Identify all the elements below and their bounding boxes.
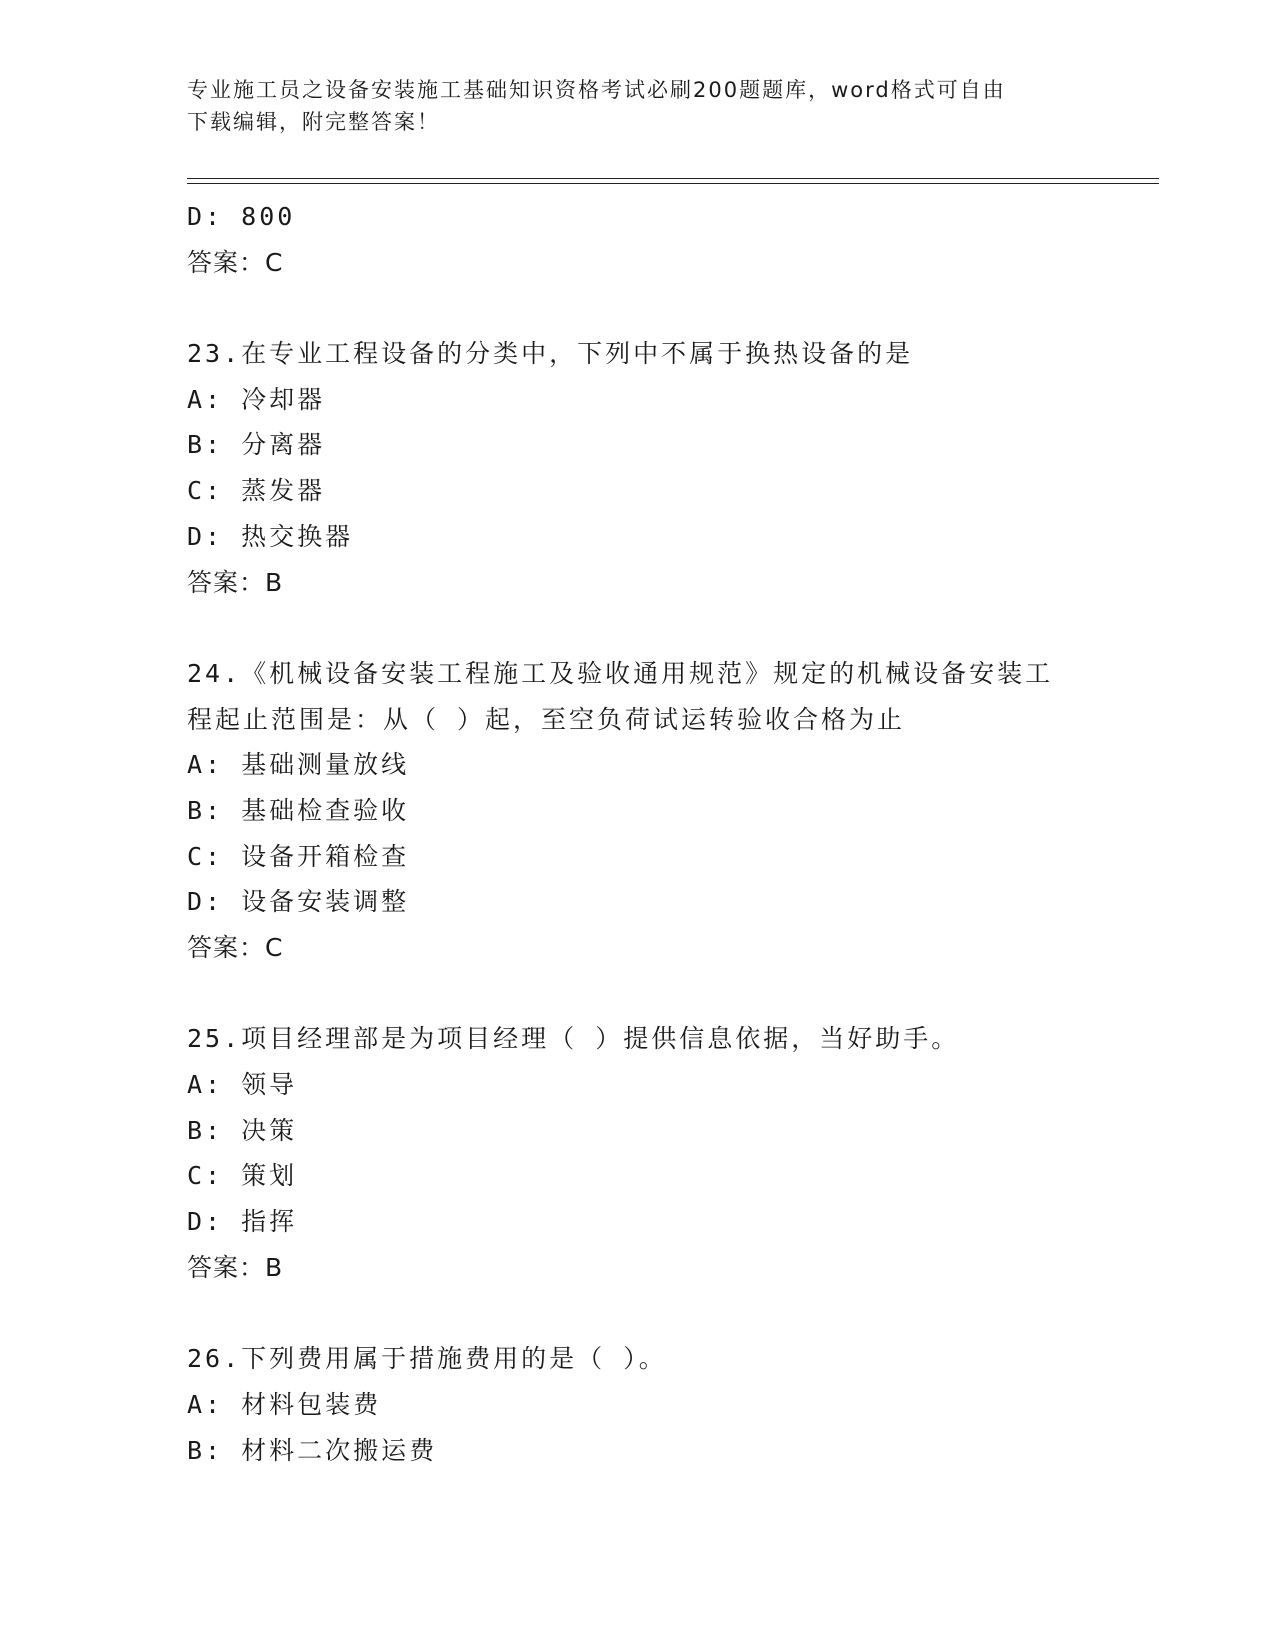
- question-23: [187, 331, 1107, 605]
- spacer: [187, 971, 1107, 1017]
- question-24: [187, 651, 1107, 971]
- header-title-line-2: 下载编辑，附完整答案！: [187, 110, 440, 134]
- question-24-stem-line-2: 程起止范围是：从（ ）起，至空负荷试运转验收合格为止: [187, 704, 906, 734]
- question-23-stem: 23.在专业工程设备的分类中，下列中不属于换热设备的是: [187, 339, 914, 369]
- header-rule-top: [187, 178, 1159, 179]
- question-23-answer: 答案：B: [187, 567, 284, 597]
- question-24-option-a: A: 基础测量放线: [187, 750, 410, 780]
- question-24-answer: 答案：C: [187, 933, 284, 962]
- question-26-stem: 26.下列费用属于措施费用的是（ ）。: [187, 1344, 667, 1374]
- document-header: [187, 74, 1087, 138]
- question-23-option-a: A: 冷却器: [187, 384, 326, 414]
- question-25: [187, 1016, 1107, 1290]
- question-25-option-d: D: 指挥: [187, 1207, 298, 1237]
- question-25-answer: 答案：B: [187, 1252, 284, 1282]
- header-title-line-1: 专业施工员之设备安装施工基础知识资格考试必刷200题题库，word格式可自由: [187, 78, 1006, 102]
- header-rule-bottom: [187, 183, 1159, 184]
- question-24-option-c: C: 设备开箱检查: [187, 841, 410, 871]
- question-25-option-a: A: 领导: [187, 1070, 298, 1100]
- spacer: [187, 605, 1107, 651]
- option-d-prev: D: 800: [187, 202, 296, 231]
- question-25-option-c: C: 策划: [187, 1161, 298, 1191]
- document-body: [187, 194, 1107, 1473]
- question-25-stem: 25.项目经理部是为项目经理（ ）提供信息依据，当好助手。: [187, 1024, 960, 1054]
- question-25-option-b: B: 决策: [187, 1115, 298, 1145]
- question-26-option-b: B: 材料二次搬运费: [187, 1435, 438, 1465]
- question-24-option-b: B: 基础检查验收: [187, 795, 410, 825]
- question-26: [187, 1336, 1107, 1473]
- question-26-option-a: A: 材料包装费: [187, 1389, 382, 1419]
- spacer: [187, 1291, 1107, 1337]
- question-24-stem-line-1: 24.《机械设备安装工程施工及验收通用规范》规定的机械设备安装工: [187, 658, 1054, 688]
- answer-prev: 答案：C: [187, 247, 284, 277]
- question-23-option-d: D: 热交换器: [187, 521, 354, 551]
- question-24-option-d: D: 设备安装调整: [187, 887, 410, 917]
- question-23-option-c: C: 蒸发器: [187, 476, 326, 506]
- question-23-option-b: B: 分离器: [187, 430, 326, 460]
- spacer: [187, 285, 1107, 331]
